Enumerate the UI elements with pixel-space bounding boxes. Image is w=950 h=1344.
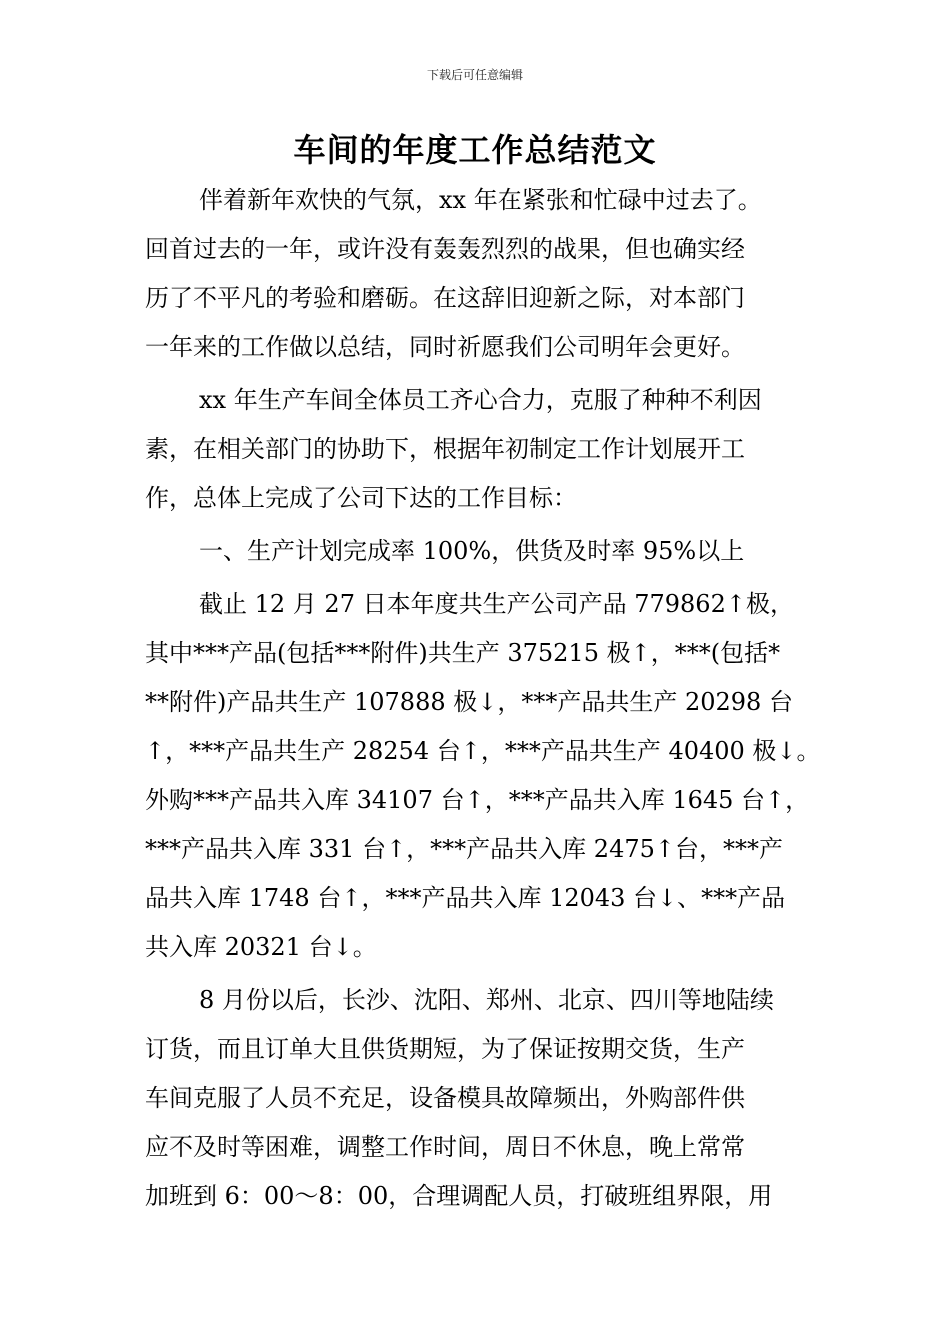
paragraph-production bbox=[145, 580, 821, 972]
text-line: 共入库 20321 台↓。 bbox=[145, 933, 377, 961]
text-line: 应不及时等困难，调整工作时间，周日不休息，晚上常常 bbox=[145, 1133, 745, 1161]
document-title: 车间的年度工作总结范文 bbox=[293, 131, 657, 169]
text-line: 其中***产品(包括***附件)共生产 375215 极↑，***(包括* bbox=[145, 639, 781, 667]
text-line: 素，在相关部门的协助下，根据年初制定工作计划展开工 bbox=[145, 435, 745, 463]
text-line: 回首过去的一年，或许没有轰轰烈烈的战果，但也确实经 bbox=[145, 235, 745, 263]
text-line: 订货，而且订单大且供货期短，为了保证按期交货，生产 bbox=[145, 1035, 745, 1063]
paragraph-orders bbox=[145, 976, 817, 1221]
text-line: ***产品共入库 331 台↑，***产品共入库 2475↑台，***产 bbox=[145, 835, 783, 863]
document-body bbox=[145, 176, 821, 1221]
text-line: 截止 12 月 27 日本年度共生产公司产品 779862↑极， bbox=[199, 590, 794, 618]
paragraph-overview bbox=[145, 376, 817, 523]
text-line: **附件)产品共生产 107888 极↓，***产品共生产 20298 台 bbox=[145, 688, 793, 716]
text-line: 车间克服了人员不充足，设备模具故障频出，外购部件供 bbox=[145, 1084, 745, 1112]
text-line: 品共入库 1748 台↑，***产品共入库 12043 台↓、***产品 bbox=[145, 884, 786, 912]
text-line: 历了不平凡的考验和磨砺。在这辞旧迎新之际，对本部门 bbox=[145, 284, 745, 312]
paragraph-intro bbox=[145, 176, 817, 372]
text-line: ↑，***产品共生产 28254 台↑，***产品共生产 40400 极↓。 bbox=[145, 737, 821, 765]
text-line: 伴着新年欢快的气氛，xx 年在紧张和忙碌中过去了。 bbox=[199, 186, 762, 214]
section-heading bbox=[145, 527, 817, 576]
page-header: 下载后可任意编辑 bbox=[426, 68, 523, 82]
text-line: 作，总体上完成了公司下达的工作目标： bbox=[145, 484, 577, 512]
text-line: 一年来的工作做以总结，同时祈愿我们公司明年会更好。 bbox=[145, 333, 745, 361]
text-line: 加班到 6：00～8：00，合理调配人员，打破班组界限，用 bbox=[145, 1182, 773, 1210]
text-line: xx 年生产车间全体员工齐心合力，克服了种种不利因 bbox=[199, 386, 762, 414]
text-line: 一、生产计划完成率 100%，供货及时率 95%以上 bbox=[199, 537, 745, 565]
text-line: 外购***产品共入库 34107 台↑，***产品共入库 1645 台↑， bbox=[145, 786, 810, 814]
text-line: 8 月份以后，长沙、沈阳、郑州、北京、四川等地陆续 bbox=[199, 986, 774, 1014]
